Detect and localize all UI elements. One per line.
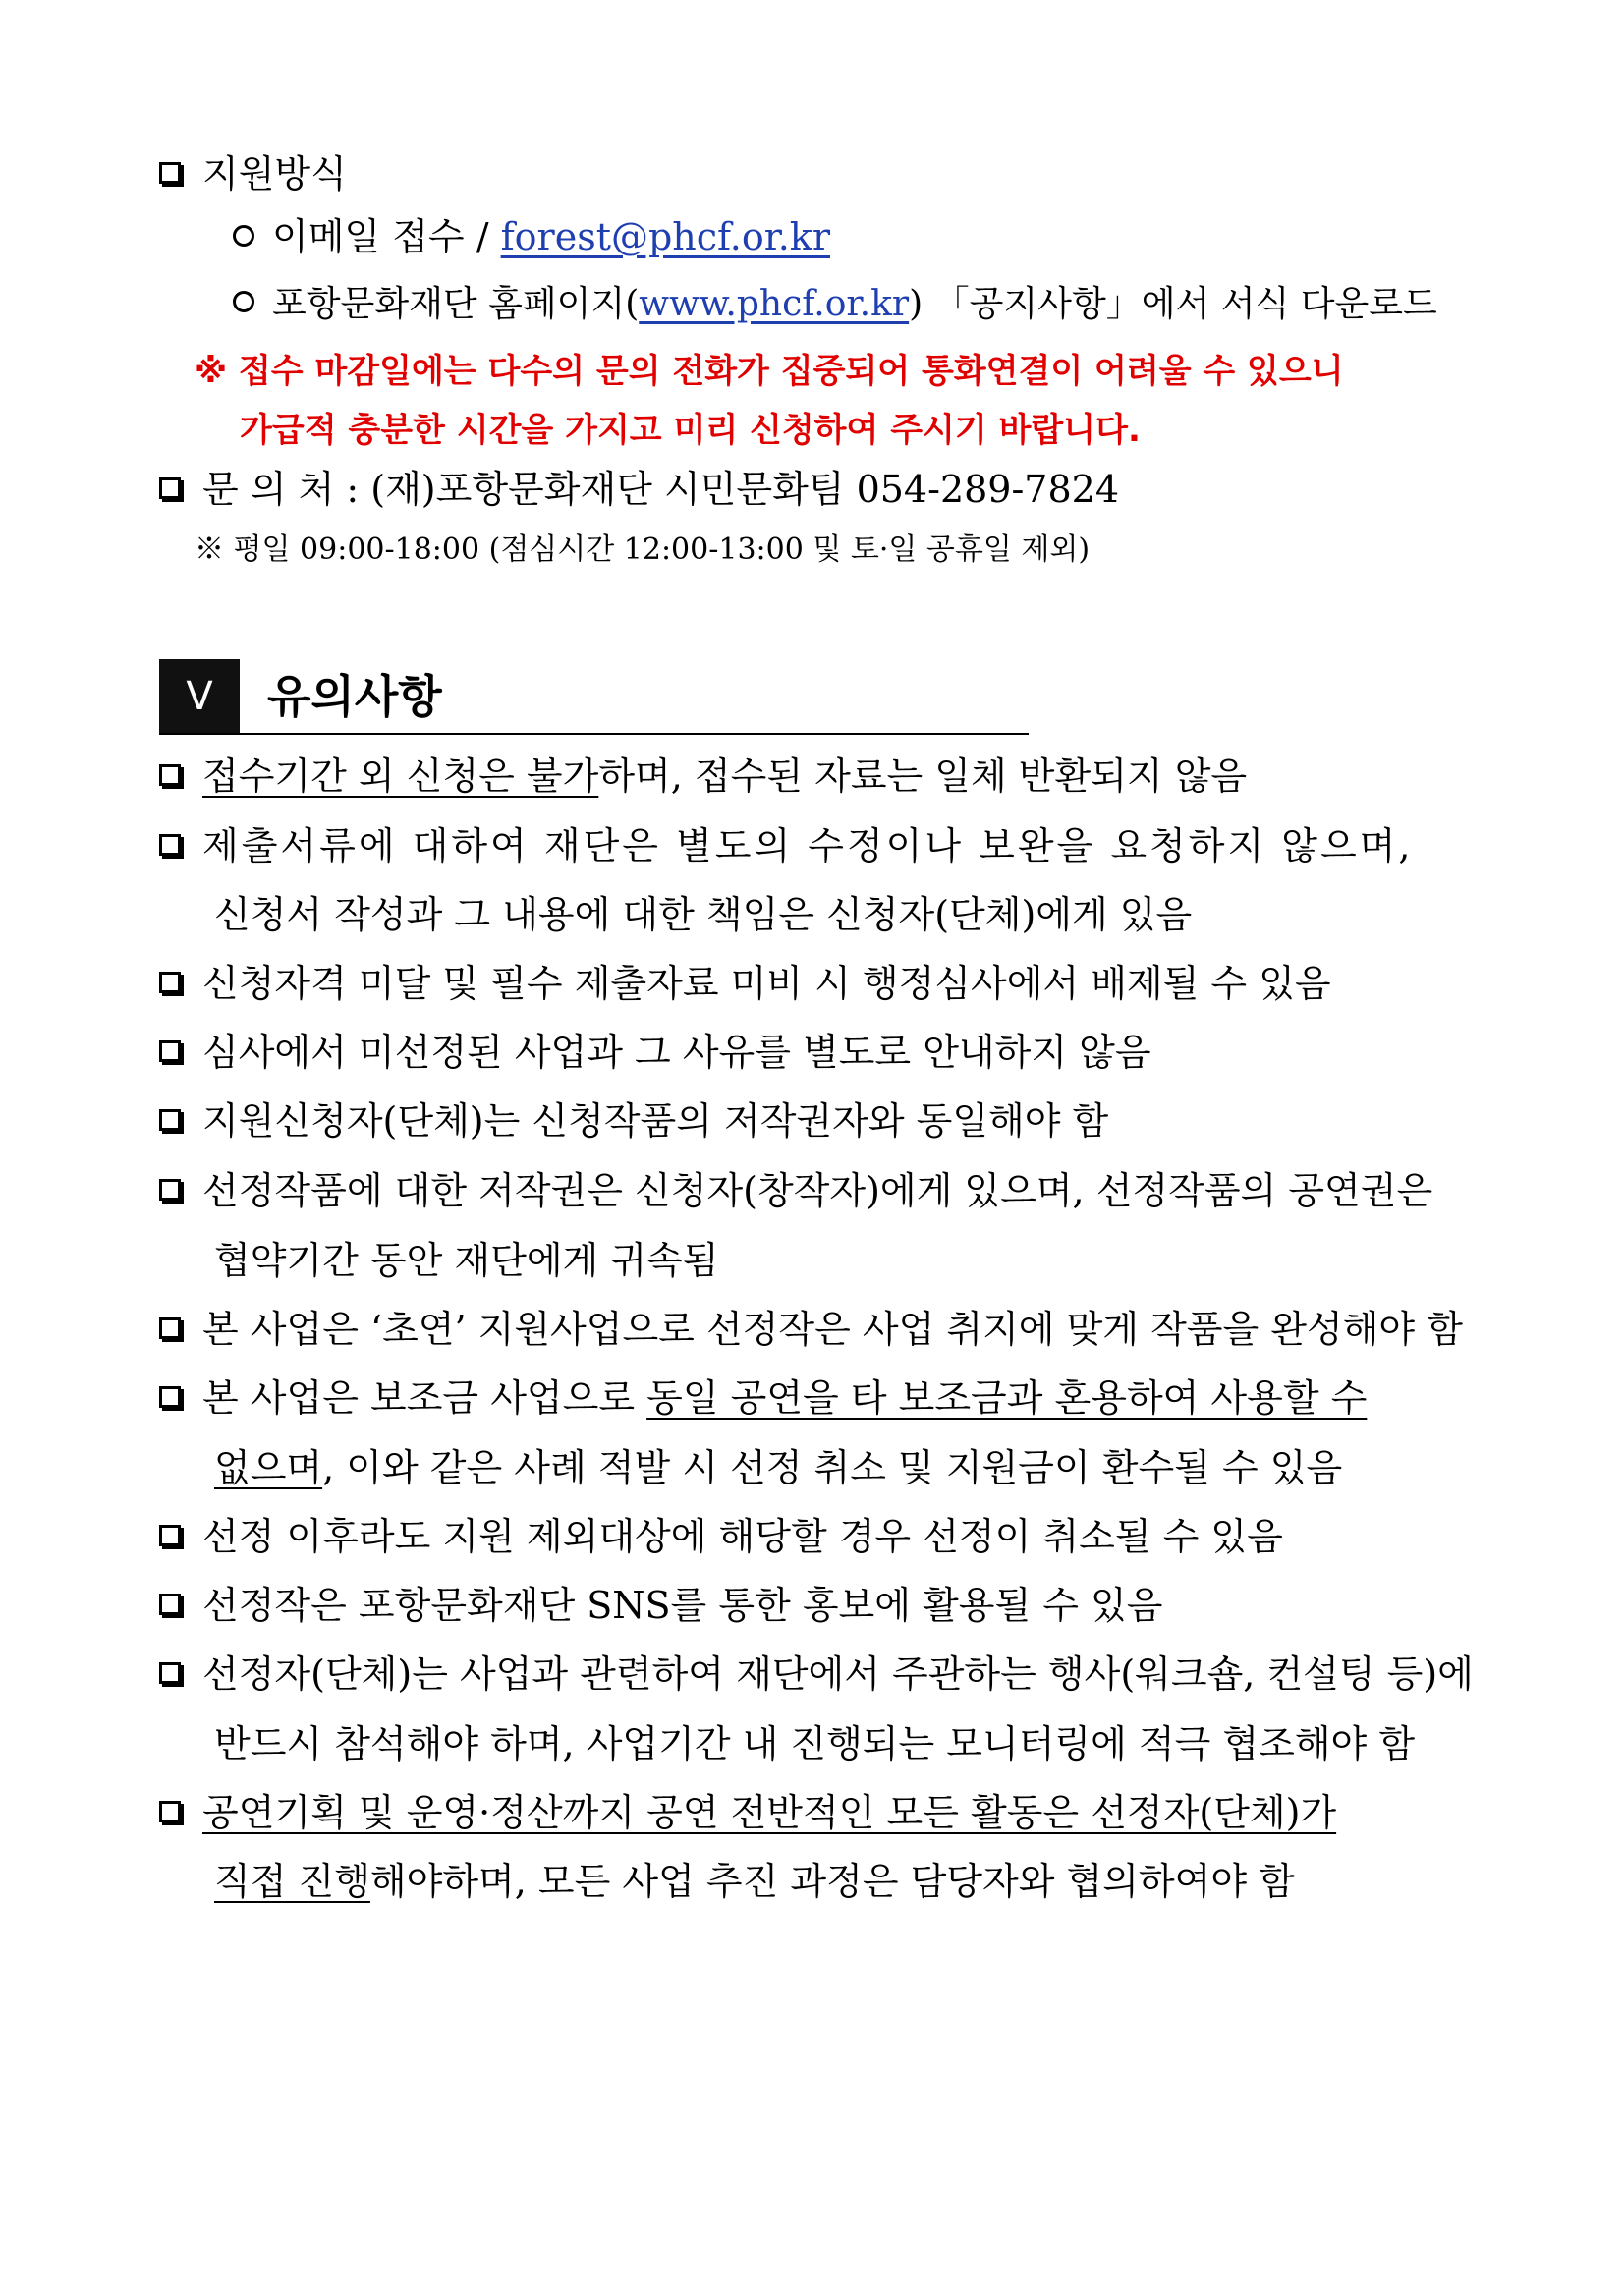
circle-bullet-icon (233, 225, 254, 247)
note-item: 신청자격 미달 및 필수 제출자료 미비 시 행정심사에서 배제될 수 있음 (159, 959, 1331, 1008)
note-item: 제출서류에 대하여 재단은 별도의 수정이나 보완을 요청하지 않으며, (159, 821, 1481, 870)
note-item: 선정 이후라도 지원 제외대상에 해당할 경우 선정이 취소될 수 있음 (159, 1512, 1283, 1561)
checkbox-bullet-icon (159, 1594, 181, 1615)
note-item: 지원신청자(단체)는 신청작품의 저작권자와 동일해야 함 (159, 1096, 1108, 1146)
checkbox-bullet-icon (159, 972, 181, 993)
contact-item: 문 의 처 : (재)포항문화재단 시민문화팀 054-289-7824 (159, 465, 1119, 514)
note-item: 본 사업은 ‘초연’ 지원사업으로 선정작은 사업 취지에 맞게 작품을 완성해야 함 (159, 1305, 1463, 1354)
note-item-continuation: 신청서 작성과 그 내용에 대한 책임은 신청자(단체)에게 있음 (214, 893, 1193, 936)
section-divider (159, 733, 1029, 735)
checkbox-bullet-icon (159, 1109, 181, 1131)
checkbox-bullet-icon (159, 1801, 181, 1822)
checkbox-bullet-icon (159, 1386, 181, 1408)
checkbox-bullet-icon (159, 1317, 181, 1339)
checkbox-bullet-icon (159, 1040, 181, 1062)
homepage-link[interactable]: www.phcf.or.kr (639, 284, 910, 324)
contact-value: (재)포항문화재단 시민문화팀 054-289-7824 (370, 468, 1120, 511)
note-item: 본 사업은 보조금 사업으로 동일 공연을 타 보조금과 혼용하여 사용할 수 (159, 1373, 1367, 1423)
checkbox-bullet-icon (159, 834, 181, 856)
deadline-warning-line2: 가급적 충분한 시간을 가지고 미리 신청하여 주시기 바랍니다. (240, 411, 1141, 450)
checkbox-bullet-icon (159, 764, 181, 786)
note-item-continuation: 없으며, 이와 같은 사례 적발 시 선정 취소 및 지원금이 환수될 수 있음 (214, 1446, 1343, 1489)
note-item: 접수기간 외 신청은 불가하며, 접수된 자료는 일체 반환되지 않음 (159, 752, 1247, 801)
circle-bullet-icon (233, 291, 254, 312)
checkbox-bullet-icon (159, 477, 181, 499)
business-hours-note: ※ 평일 09:00-18:00 (점심시간 12:00-13:00 및 토·일 공휴일 제외) (195, 532, 1091, 567)
section-title: 유의사항 (267, 670, 442, 723)
deadline-warning-line1: ※ 접수 마감일에는 다수의 문의 전화가 집중되어 통화연결이 어려울 수 있으니 (195, 352, 1344, 391)
support-method-heading: 지원방식 (159, 149, 347, 198)
note-item: 선정작품에 대한 저작권은 신청자(창작자)에게 있으며, 선정작품의 공연권은 (159, 1166, 1432, 1215)
note-item-continuation: 직접 진행해야하며, 모든 사업 추진 과정은 담당자와 협의하여야 함 (214, 1860, 1295, 1903)
note-item: 선정자(단체)는 사업과 관련하여 재단에서 주관하는 행사(워크숍, 컨설팅 등)에 (159, 1650, 1474, 1699)
note-item-continuation: 반드시 참석해야 하며, 사업기간 내 진행되는 모니터링에 적극 협조해야 함 (214, 1722, 1416, 1765)
checkbox-bullet-icon (159, 1525, 181, 1546)
checkbox-bullet-icon (159, 162, 181, 184)
checkbox-bullet-icon (159, 1662, 181, 1684)
note-item-continuation: 협약기간 동안 재단에게 귀속됨 (214, 1239, 719, 1282)
homepage-download-item: 포항문화재단 홈페이지(www.phcf.or.kr) 「공지사항」에서 서식 다운로드 (233, 280, 1437, 329)
email-submission-item: 이메일 접수 / forest@phcf.or.kr (233, 212, 830, 261)
email-link[interactable]: forest@phcf.or.kr (500, 215, 830, 258)
note-item: 선정작은 포항문화재단 SNS를 통한 홍보에 활용될 수 있음 (159, 1581, 1162, 1630)
note-item: 공연기획 및 운영·정산까지 공연 전반적인 모든 활동은 선정자(단체)가 (159, 1788, 1336, 1837)
note-item: 심사에서 미선정된 사업과 그 사유를 별도로 안내하지 않음 (159, 1028, 1151, 1077)
section-number: Ⅴ (159, 659, 240, 734)
checkbox-bullet-icon (159, 1179, 181, 1201)
